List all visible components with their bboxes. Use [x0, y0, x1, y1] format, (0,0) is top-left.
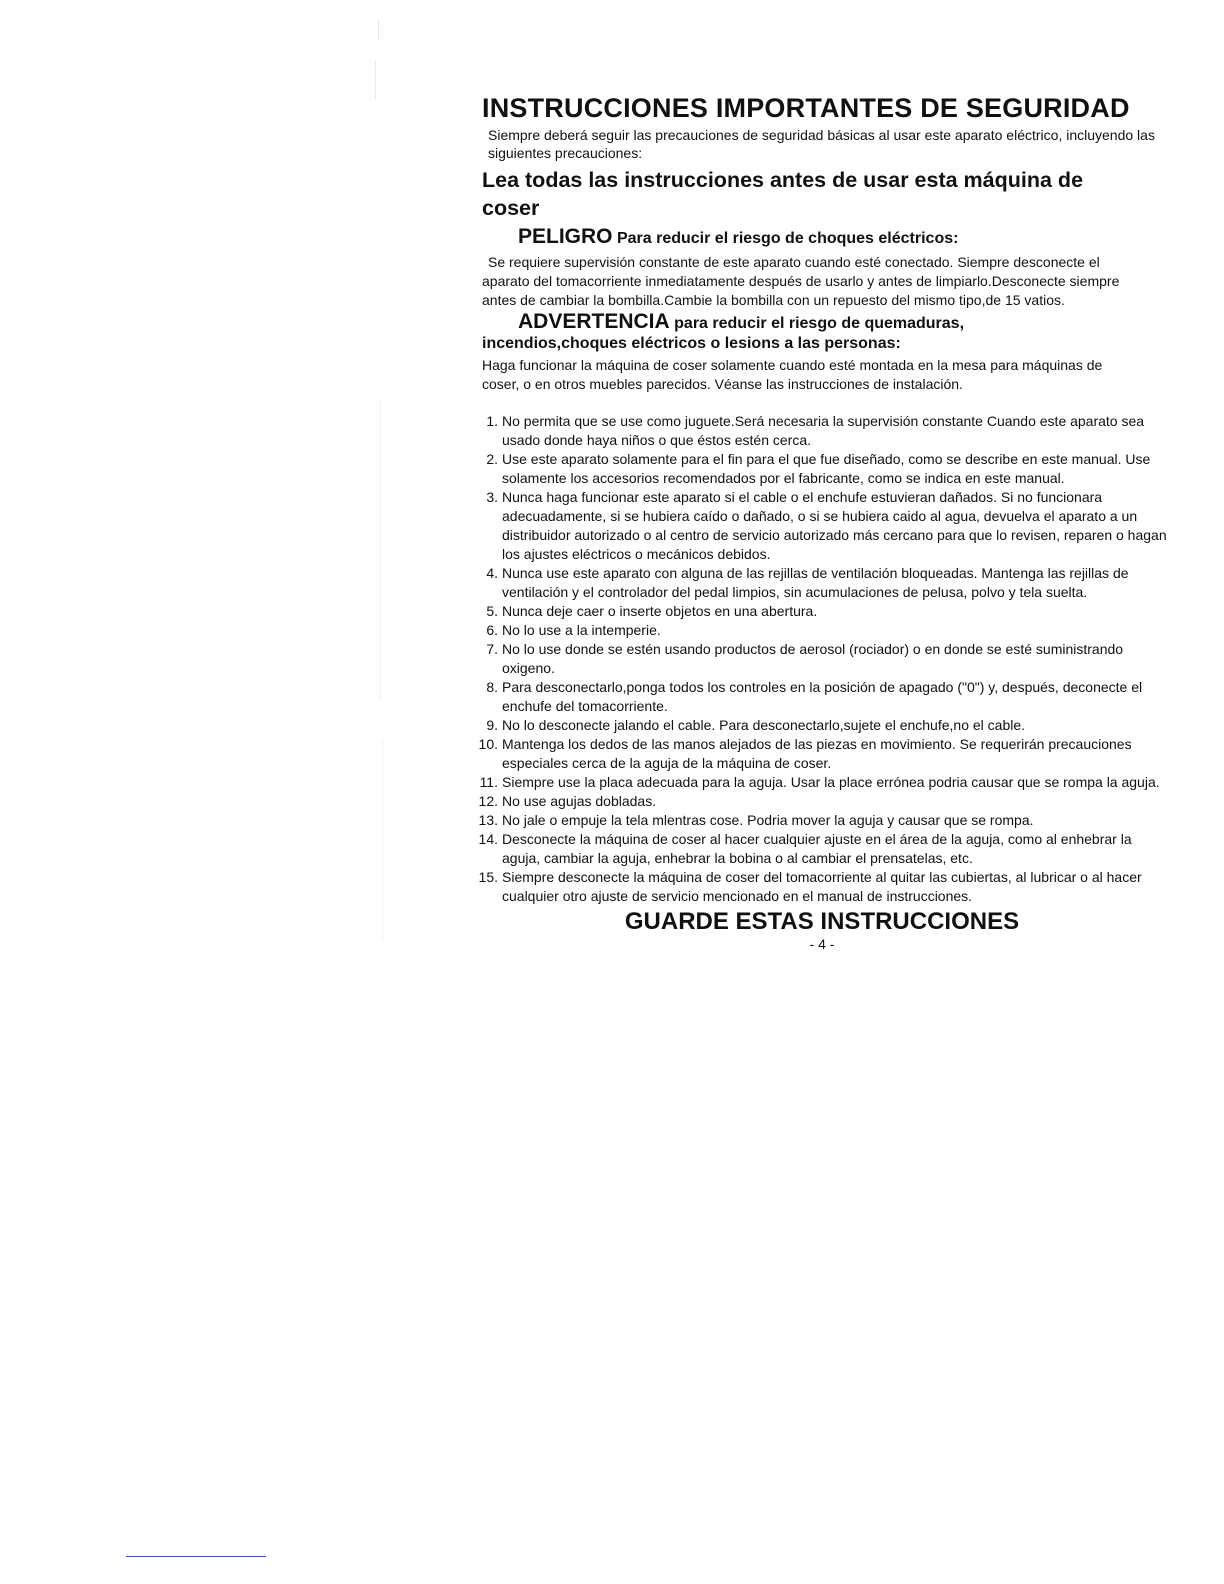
list-item-text: Nunca haga funcionar este aparato si el cable o el enchufe estuvieran dañados. Si no funcionara adecuadamente, si se hubiera caído o dañado, o si se hubiera caido al agua, devuelva el aparato a un distribuidor autorizado o al centro de servicio autorizado más cercano para que lo revisen, reparen o hagan los ajustes eléctricos o mecánicos debidos. [502, 489, 1167, 562]
list-item [482, 602, 1172, 621]
danger-paragraph: Se requiere supervisión constante de este aparato cuando esté conectado. Siempre desconecte el aparato del tomacorriente inmediatamente después de usarlo y antes de limpiarlo.Desconecte siempre antes de cambiar la bombilla.Cambie la bombilla con un repuesto del mismo tipo,de 15 vatios. [482, 254, 1120, 308]
list-item [479, 773, 1172, 792]
list-item [478, 792, 1172, 811]
list-item-text: Nunca deje caer o inserte objetos en una abertura. [502, 603, 818, 619]
list-item-text: No jale o empuje la tela mlentras cose. Podria mover la aguja y causar que se rompa. [502, 812, 1034, 828]
list-item-number: 13. [478, 812, 498, 828]
danger-heading [518, 225, 1182, 251]
list-item-number: 7. [486, 641, 498, 657]
list-item-text: Siempre use la placa adecuada para la aguja. Usar la place errónea podria causar que se rompa la aguja. [502, 774, 1160, 790]
list-item [482, 678, 1172, 716]
list-item-number: 2. [486, 451, 498, 467]
warning-heading [482, 312, 1182, 354]
danger-label: PELIGRO [518, 225, 613, 248]
list-item-number: 5. [486, 603, 498, 619]
scan-speck [382, 740, 383, 940]
scan-speck [375, 60, 376, 100]
list-item [478, 830, 1172, 868]
intro-paragraph: Siempre deberá seguir las precauciones de seguridad básicas al usar este aparato eléctrico, incluyendo las siguientes precauciones: [488, 127, 1155, 161]
list-item [482, 716, 1172, 735]
list-item-number: 8. [486, 679, 498, 695]
list-item [478, 811, 1172, 830]
save-instructions-heading: GUARDE ESTAS INSTRUCCIONES [624, 908, 1020, 935]
list-item [482, 640, 1172, 678]
safety-rules-list [478, 412, 1172, 906]
danger-heading-text: Para reducir el riesgo de choques eléctricos: [616, 230, 959, 247]
list-item [482, 412, 1172, 450]
list-item-number: 1. [486, 413, 498, 429]
list-item-number: 11. [479, 774, 498, 790]
list-item-text: No lo desconecte jalando el cable. Para desconectarlo,sujete el enchufe,no el cable. [502, 717, 1026, 733]
document-title: INSTRUCCIONES IMPORTANTES DE SEGURIDAD [482, 93, 1130, 123]
list-item-text: No lo use donde se estén usando productos de aerosol (rociador) o en donde se esté suministrando oxigeno. [502, 641, 1124, 676]
list-item [478, 735, 1172, 773]
list-item [482, 488, 1172, 564]
warning-paragraph: Haga funcionar la máquina de coser solamente cuando esté montada en la mesa para máquinas de coser, o en otros muebles parecidos. Véanse las instrucciones de instalación. [482, 357, 1103, 392]
list-item-number: 3. [486, 489, 498, 505]
list-item [478, 868, 1172, 906]
footer-blue-rule [126, 1556, 266, 1557]
list-item-text: No use agujas dobladas. [502, 793, 657, 809]
list-item [482, 564, 1172, 602]
list-item-number: 9. [486, 717, 498, 733]
list-item-text: Mantenga los dedos de las manos alejados de las piezas en movimiento. Se requerirán precauciones especiales cerca de la aguja de la máquina de coser. [502, 736, 1132, 771]
list-item-number: 10. [478, 736, 498, 752]
list-item-text: Desconecte la máquina de coser al hacer cualquier ajuste en el área de la aguja, como al enhebrar la aguja, cambiar la aguja, enhebrar la bobina o al cambiar el prensatelas, etc. [502, 831, 1132, 866]
list-item-text: Use este aparato solamente para el fin para el que fue diseñado, como se describe en este manual. Use solamente los accesorios recomendados por el fabricante, como se indica en este manual. [502, 451, 1151, 486]
list-item-number: 12. [478, 793, 498, 809]
scan-speck [378, 20, 379, 40]
list-item [482, 621, 1172, 640]
warning-heading-line1: para reducir el riesgo de quemaduras, [674, 315, 965, 332]
list-item-number: 15. [478, 869, 498, 885]
content-column [478, 92, 1182, 952]
warning-label: ADVERTENCIA [518, 310, 670, 333]
page-number: - 4 - [809, 936, 835, 952]
list-item [482, 450, 1172, 488]
list-item-text: No lo use a la intemperie. [502, 622, 661, 638]
list-item-number: 14. [478, 831, 498, 847]
list-item-text: Siempre desconecte la máquina de coser del tomacorriente al quitar las cubiertas, al lubricar o al hacer cualquier otro ajuste de servicio mencionado en el manual de instrucciones. [502, 869, 1142, 904]
scan-speck [380, 400, 381, 700]
list-item-text: Nunca use este aparato con alguna de las rejillas de ventilación bloqueadas. Mantenga las rejillas de ventilación y el controlador del pedal limpios, sin acumulaciones de pelusa, polvo y tela suelta. [502, 565, 1129, 600]
list-item-text: No permita que se use como juguete.Será necesaria la supervisión constante Cuando este aparato sea usado donde haya niños o que éstos estén cerca. [502, 413, 1145, 448]
list-item-number: 6. [486, 622, 498, 638]
read-instructions-subtitle: Lea todas las instrucciones antes de usar esta máquina de coser [482, 168, 1084, 220]
list-item-number: 4. [486, 565, 498, 581]
warning-heading-line2: incendios,choques eléctricos o lesions a las personas: [482, 335, 901, 352]
list-item-text: Para desconectarlo,ponga todos los controles en la posición de apagado ("0") y, después, deconecte el enchufe del tomacorriente. [502, 679, 1143, 714]
